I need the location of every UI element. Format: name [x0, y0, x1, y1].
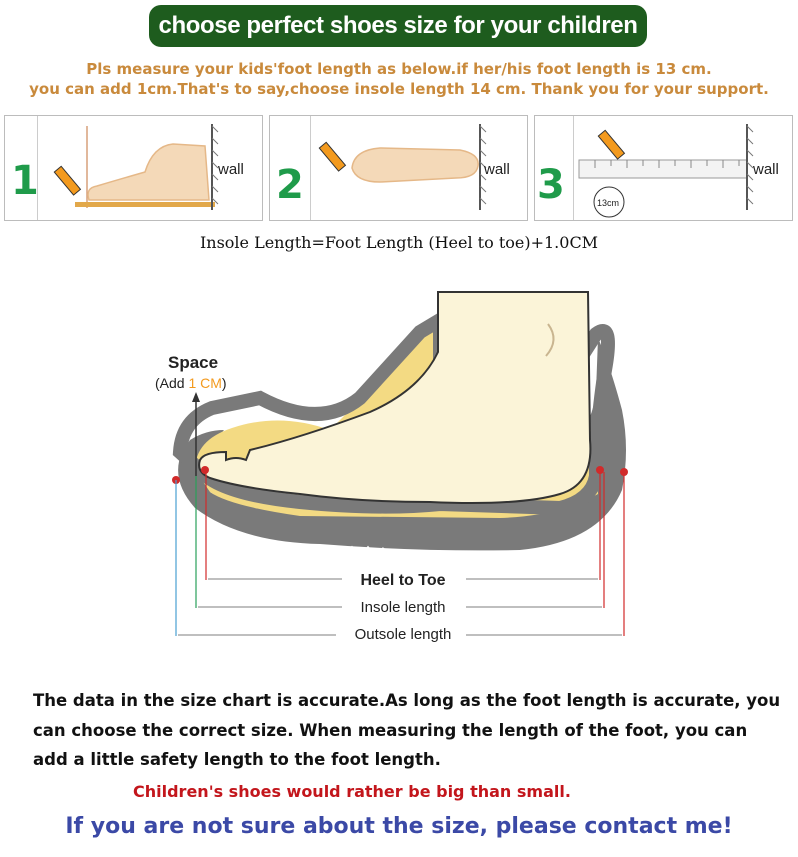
heel-to-toe-label: Heel to Toe — [360, 572, 446, 589]
outsole-length-label: Outsole length — [354, 626, 452, 643]
insole-formula: Insole Length=Foot Length (Heel to toe)+1.0CM — [199, 233, 599, 252]
pencil-icon — [598, 130, 624, 159]
pencil-icon — [319, 142, 345, 171]
ruler-icon — [579, 160, 747, 178]
step-1-panel — [4, 115, 263, 221]
step-2-wall-label: wall — [484, 161, 510, 178]
title-banner: choose perfect shoes size for your children — [149, 5, 647, 47]
foot-side-icon — [88, 144, 209, 200]
foot-top-icon — [352, 148, 478, 182]
step-3-wall-label: wall — [753, 161, 779, 178]
step-1-number: 1 — [11, 158, 39, 204]
step-2-panel — [269, 115, 528, 221]
insole-length-label: Insole length — [360, 599, 446, 616]
step-1-illustration — [5, 116, 262, 220]
shoe-size-diagram — [0, 280, 798, 660]
add-space-note: (Add 1 CM) — [155, 375, 227, 391]
size-chart-note: The data in the size chart is accurate.As long as the foot length is accurate, you can choose the correct size. When measuring the length of the foot, you can add a little safety length to the foot length. — [33, 691, 781, 769]
step-3-measure-label: 13cm — [597, 198, 620, 208]
step-3-panel — [534, 115, 793, 221]
step-1-wall-label: wall — [218, 161, 244, 178]
intro-line-2: you can add 1cm.That's to say,choose insole length 14 cm. Thank you for your support. — [29, 80, 769, 98]
step-3-illustration — [535, 116, 792, 220]
step-3-number: 3 — [537, 162, 565, 208]
step-2-illustration — [270, 116, 527, 220]
space-label: Space — [168, 353, 219, 372]
intro-line-1: Pls measure your kids'foot length as below.if her/his foot length is 13 cm. — [86, 60, 712, 78]
pencil-icon — [54, 166, 80, 195]
step-2-number: 2 — [276, 162, 304, 208]
big-not-small-warning: Children's shoes would rather be big than small. — [133, 782, 571, 801]
contact-message: If you are not sure about the size, please contact me! — [65, 814, 733, 839]
